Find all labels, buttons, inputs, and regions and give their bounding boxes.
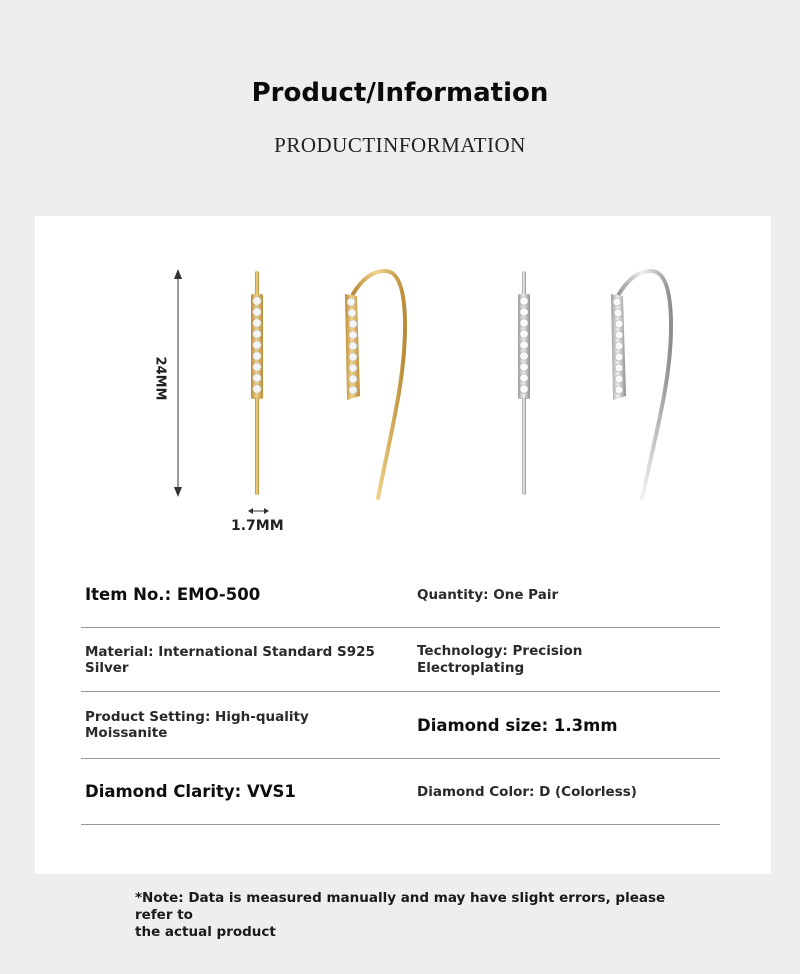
diamond-clarity: Diamond Clarity: VVS1 (85, 782, 296, 801)
height-dimension-label: 24MM (152, 356, 168, 401)
spec-row (81, 628, 720, 692)
gold-earring-hook (345, 271, 405, 498)
page-subtitle: PRODUCTINFORMATION (274, 133, 526, 157)
spec-row (81, 562, 720, 628)
measurement-note (135, 890, 695, 941)
note-line-1: *Note: Data is measured manually and may have slight errors, please refer to (135, 890, 666, 923)
width-dimension-label: 1.7MM (231, 518, 284, 534)
specs-table (81, 562, 720, 825)
page-title: Product/Information (251, 78, 549, 108)
silver-earring-hook (611, 271, 671, 498)
diamond-color: Diamond Color: D (Colorless) (417, 783, 637, 800)
note-line-2: the actual product (135, 924, 276, 940)
silver-earring-front (518, 271, 530, 495)
quantity: Quantity: One Pair (417, 586, 559, 603)
material: Material: International Standard S925 Silver (85, 643, 375, 676)
product-setting: Product Setting: High-quality Moissanite (85, 709, 309, 741)
height-dimension-arrow (174, 269, 182, 497)
diamond-size: Diamond size: 1.3mm (417, 715, 618, 735)
spec-row (81, 759, 720, 825)
product-figure (35, 216, 771, 546)
spec-row (81, 692, 720, 759)
product-card (35, 216, 771, 874)
technology-line-2: Electroplating (417, 659, 525, 676)
width-dimension-arrow (248, 508, 269, 514)
technology (388, 628, 720, 691)
item-number: Item No.: EMO-500 (85, 585, 261, 604)
technology-line-1: Technology: Precision (417, 642, 583, 659)
gold-earring-front (251, 271, 263, 495)
